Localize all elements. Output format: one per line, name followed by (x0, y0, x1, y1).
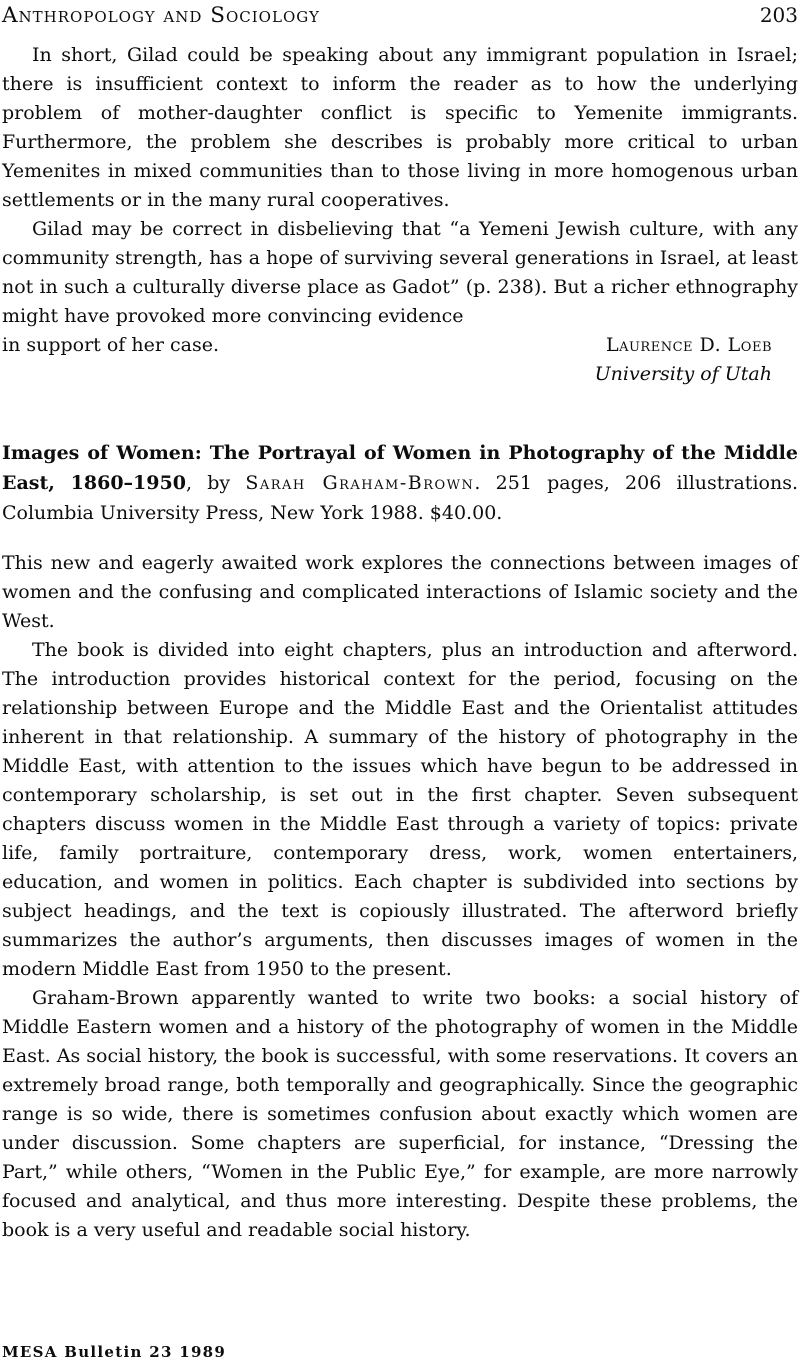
running-head (2, 3, 798, 28)
book-review-graham-brown (2, 438, 798, 1245)
paragraph: This new and eagerly awaited work explores the connections between images of women and the confusing and complicated interactions of Islamic society and the West. (2, 552, 798, 632)
paragraph: In short, Gilad could be speaking about any immigrant population in Israel; there is insufficient context to inform the reader as to how the underlying problem of mother-daughter conflict is specific to Yemenite immigrants. Furthermore, the problem she describes is probably more critical to urban Yemenites in mixed communities than to those living in more homogenous urban settlements or in the many rural cooperatives. (2, 44, 798, 211)
paragraph: The book is divided into eight chapters, plus an introduction and afterword. The introduction provides historical context for the period, focusing on the relationship between Europe and the Middle East and the Orientalist attitudes inherent in that relationship. A summary of the history of photography in the Middle East, with attention to the issues which have begun to be addressed in contemporary scholarship, is set out in the first chapter. Seven subsequent chapters discuss women in the Middle East through a variety of topics: private life, family portraiture, contemporary dress, work, women entertainers, education, and women in politics. Each chapter is subdivided into sections by subject headings, and the text is copiously illustrated. The afterword briefly summarizes the author’s arguments, then discusses images of women in the modern Middle East from 1950 to the present. (2, 639, 798, 980)
book-author: Sarah Graham-Brown (245, 472, 475, 494)
book-title: Images of Women: The Portrayal of Women in Photography of the Middle East, 1860–1950 (2, 442, 798, 494)
byline-connector: , by (185, 472, 246, 494)
review-conclusion-loeb (2, 41, 798, 389)
reviewer-affiliation: University of Utah (594, 363, 772, 385)
reviewer-name: Laurence D. Loeb (605, 334, 772, 356)
journal-imprint: MESA Bulletin 23 1989 (2, 1343, 227, 1361)
paragraph: Gilad may be correct in disbelieving that “a Yemeni Jewish culture, with any community strength, has a hope of surviving several generations in Israel, at least not in such a culturally diverse place as Gadot” (p. 238). But a richer ethnography might have provoked more convincing evidence (2, 218, 798, 327)
book-heading (2, 438, 798, 528)
signature-row (2, 331, 798, 360)
page-number: 203 (759, 3, 798, 27)
section-title: Anthropology and Sociology (2, 3, 320, 28)
publication-details: . 251 pages, 206 illustrations. Columbia University Press, New York 1988. $40.00. (2, 472, 798, 524)
paragraph: Graham-Brown apparently wanted to write two books: a social history of Middle Eastern women and a history of the photography of women in the Middle East. As social history, the book is successful, with some reservations. It covers an extremely broad range, both temporally and geographically. Since the geographic range is so wide, there is sometimes confusion about exactly which women are under discussion. Some chapters are superficial, for instance, “Dressing the Part,” while others, “Women in the Public Eye,” for example, are more narrowly focused and analytical, and thus more interesting. Despite these problems, the book is a very useful and readable social history. (2, 987, 798, 1241)
closing-line: in support of her case. (2, 334, 219, 356)
